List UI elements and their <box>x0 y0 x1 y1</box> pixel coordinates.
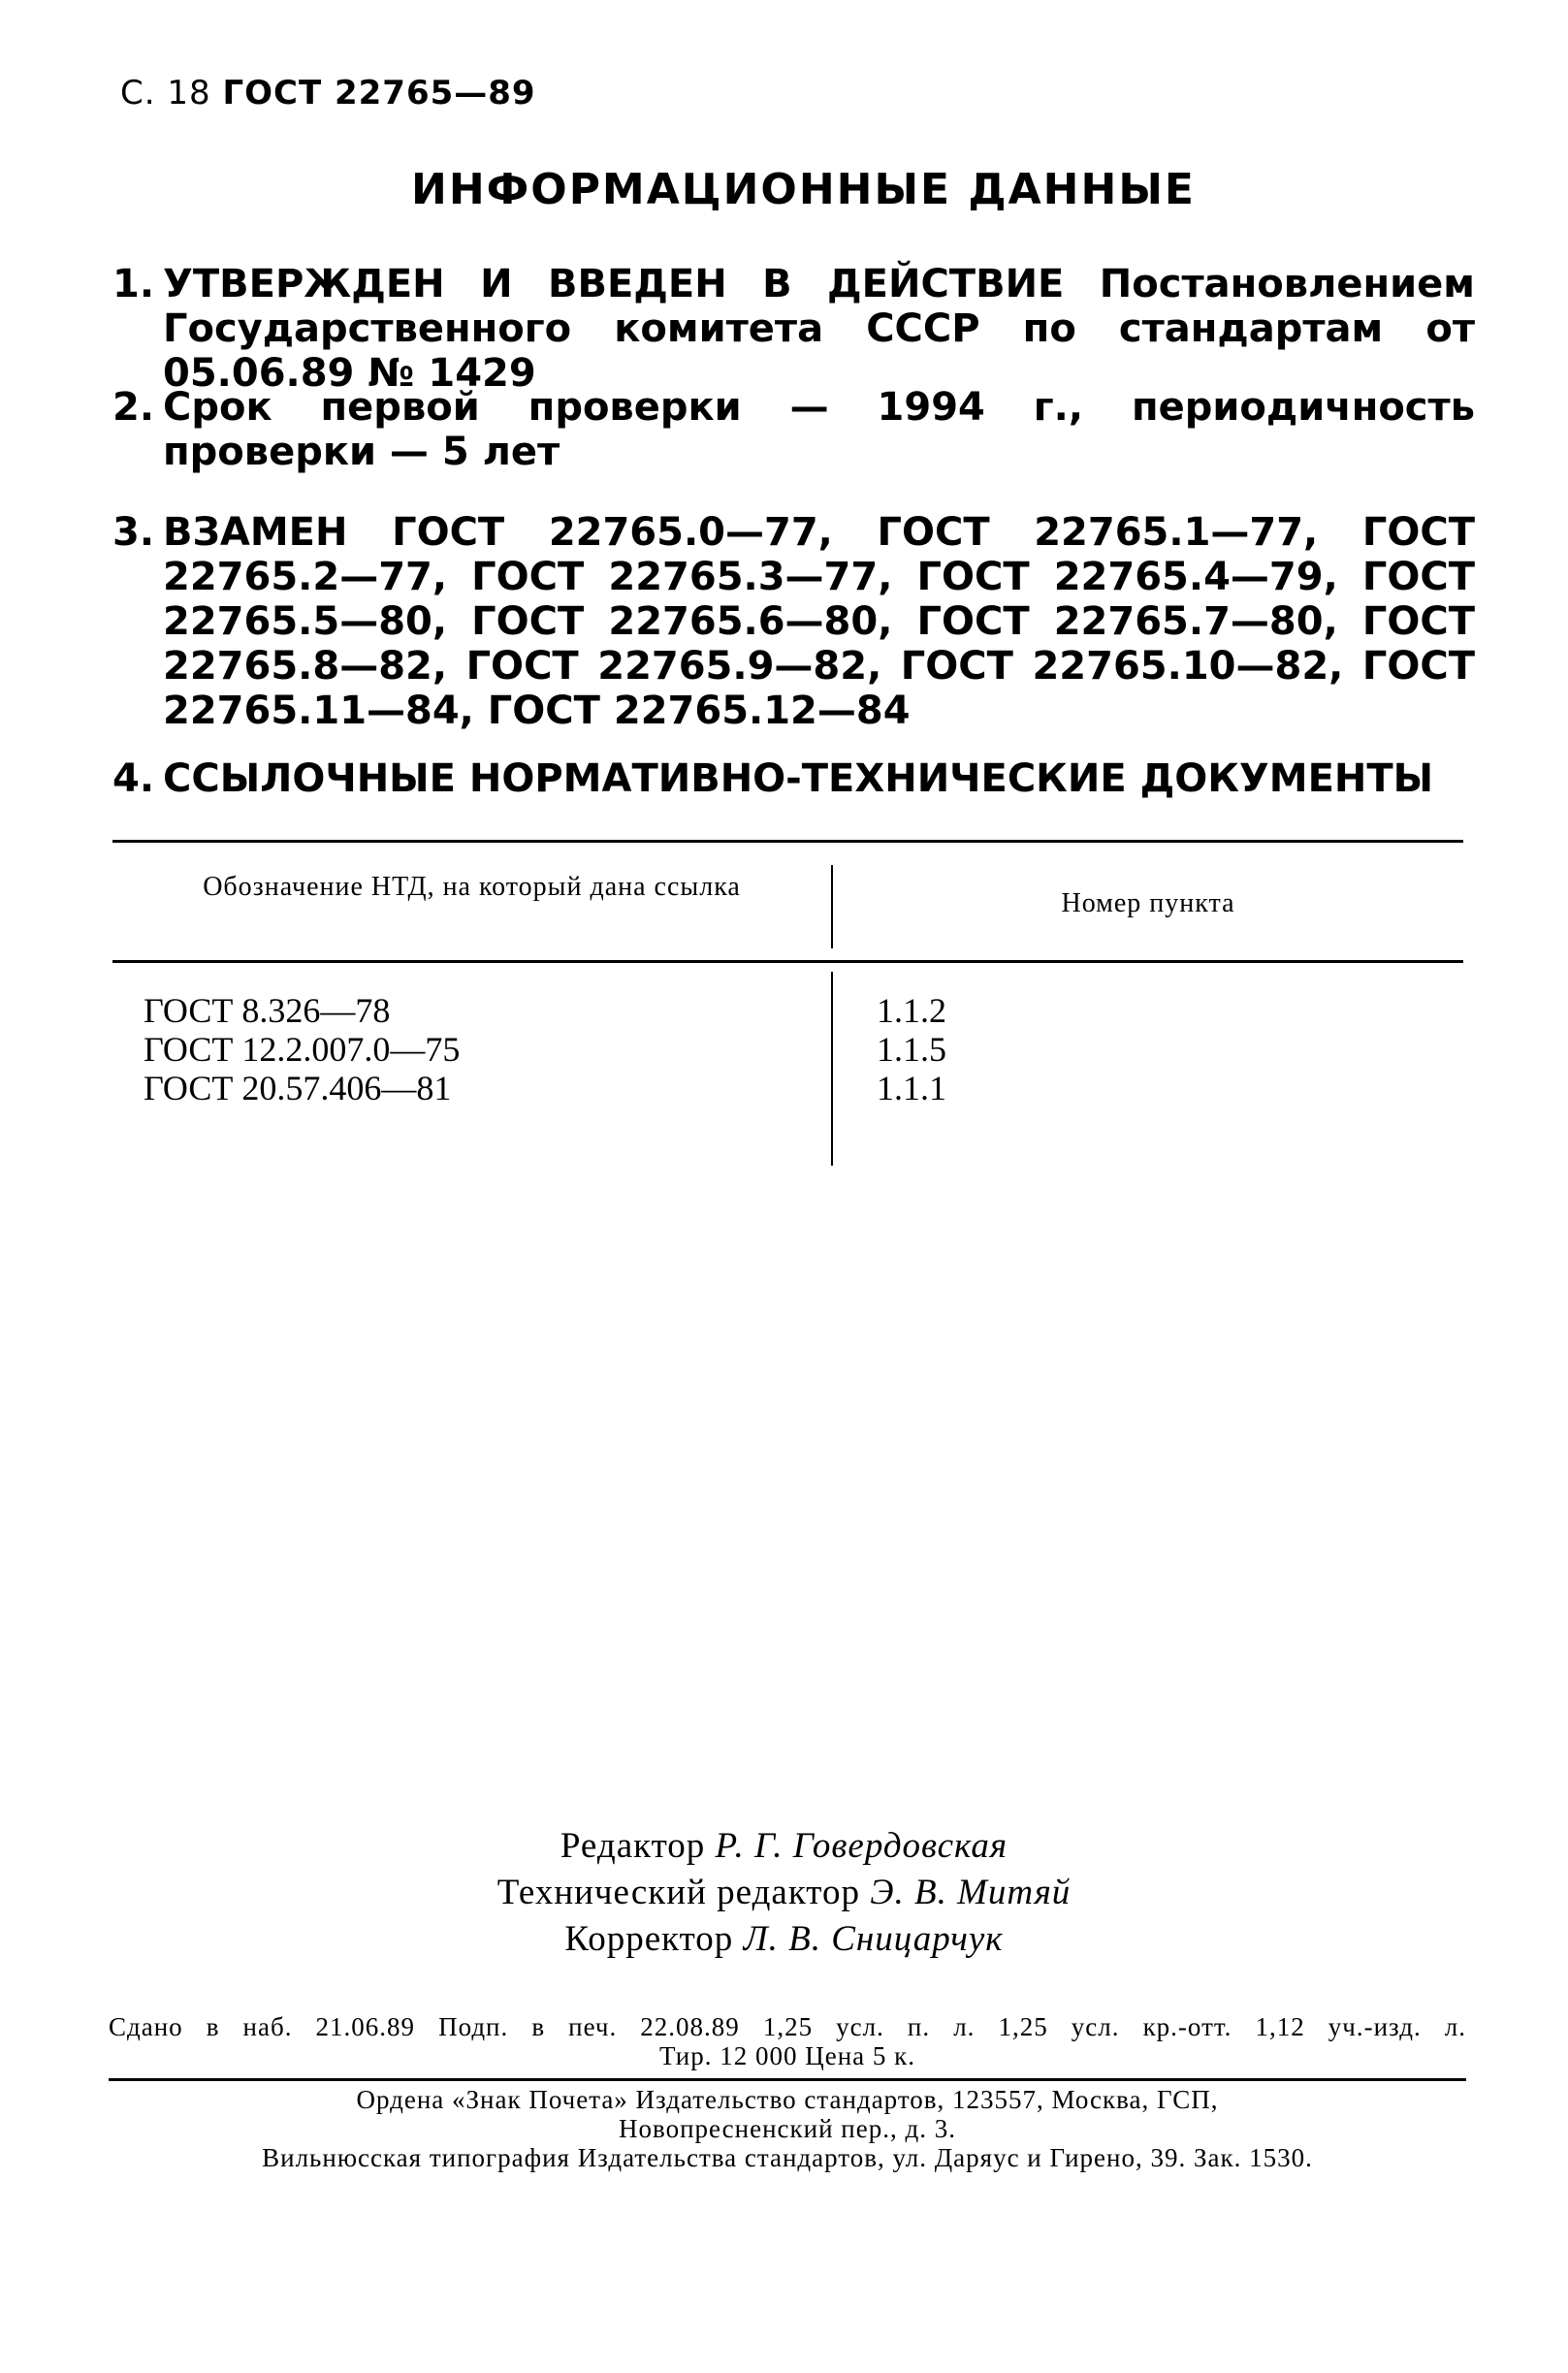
imprint-rule <box>109 2078 1466 2081</box>
credit-role: Технический редактор <box>496 1873 860 1912</box>
column-header-clause: Номер пункта <box>1061 888 1235 918</box>
credit-name: Л. В. Сницарчук <box>743 1919 1004 1959</box>
credit-proofreader <box>0 1916 1568 1963</box>
credit-role: Редактор <box>560 1826 706 1866</box>
document-column <box>144 991 460 1107</box>
credit-role: Корректор <box>564 1919 734 1959</box>
column-header-document: Обозначение НТД, на который дана ссылка <box>203 872 741 902</box>
page-header <box>120 74 536 112</box>
info-item-4 <box>112 756 1475 801</box>
item-text: ССЫЛОЧНЫЕ НОРМАТИВНО-ТЕХНИЧЕСКИЕ ДОКУМЕНТЫ <box>163 756 1434 801</box>
item-text: ВЗАМЕН ГОСТ 22765.0—77, ГОСТ 22765.1—77, ГОСТ 22765.2—77, ГОСТ 22765.3—77, ГОСТ 22765.4—79, ГОСТ 22765.5—80, ГОСТ 22765.6—80, ГОСТ 22765.7—80, ГОСТ 22765.8—82, ГОСТ 22765.9—82, ГОСТ 22765.10—82, ГОСТ 22765.11—84, ГОСТ 22765.12—84 <box>163 510 1475 733</box>
page-number: С. 18 <box>120 74 211 112</box>
references-table <box>112 840 1463 1170</box>
credit-name: Р. Г. Говердовская <box>715 1826 1008 1866</box>
table-cell-clause: 1.1.1 <box>877 1069 946 1107</box>
page-title: ИНФОРМАЦИОННЫЕ ДАННЫЕ <box>411 165 1196 214</box>
table-cell-clause: 1.1.2 <box>877 991 946 1030</box>
imprint-line: Тир. 12 000 Цена 5 к. <box>658 2041 916 2070</box>
table-cell-clause: 1.1.5 <box>877 1030 946 1069</box>
imprint-line: Ордена «Знак Почета» Издательство стандартов, 123557, Москва, ГСП, <box>356 2085 1219 2114</box>
imprint-line: Новопресненский пер., д. 3. <box>619 2114 956 2143</box>
item-text: УТВЕРЖДЕН И ВВЕДЕН В ДЕЙСТВИЕ Постановлением Государственного комитета СССР по стандартам от 05.06.89 № 1429 <box>163 262 1475 396</box>
imprint-line: Вильнюсская типография Издательства стандартов, ул. Даряус и Гирено, 39. Зак. 1530. <box>262 2143 1313 2172</box>
credit-editor <box>0 1823 1568 1870</box>
item-number: 2. <box>112 385 155 430</box>
item-number: 3. <box>112 510 155 555</box>
table-top-rule <box>112 840 1463 843</box>
table-cell-document: ГОСТ 8.326—78 <box>144 991 391 1030</box>
info-item-3 <box>112 510 1475 733</box>
credit-tech-editor <box>0 1870 1568 1916</box>
imprint-line: Сдано в наб. 21.06.89 Подп. в печ. 22.08.89 1,25 усл. п. л. 1,25 усл. кр.-отт. 1,12 уч.-изд. л. <box>109 2012 1466 2041</box>
imprint-print-data <box>109 2012 1466 2070</box>
item-number: 1. <box>112 262 155 306</box>
table-cell-document: ГОСТ 12.2.007.0—75 <box>144 1030 461 1069</box>
table-header-rule <box>112 960 1463 963</box>
info-item-1 <box>112 262 1475 396</box>
item-text: Срок первой проверки — 1994 г., периодичность проверки — 5 лет <box>163 385 1475 474</box>
table-body-divider <box>831 972 833 1166</box>
imprint-publisher <box>109 2085 1466 2172</box>
info-item-2 <box>112 385 1475 474</box>
table-cell-document: ГОСТ 20.57.406—81 <box>144 1069 452 1107</box>
credits <box>0 1823 1568 1963</box>
item-number: 4. <box>112 756 155 801</box>
clause-column <box>877 991 946 1107</box>
standard-designation: ГОСТ 22765—89 <box>222 74 536 112</box>
credit-name: Э. В. Митяй <box>870 1873 1072 1912</box>
